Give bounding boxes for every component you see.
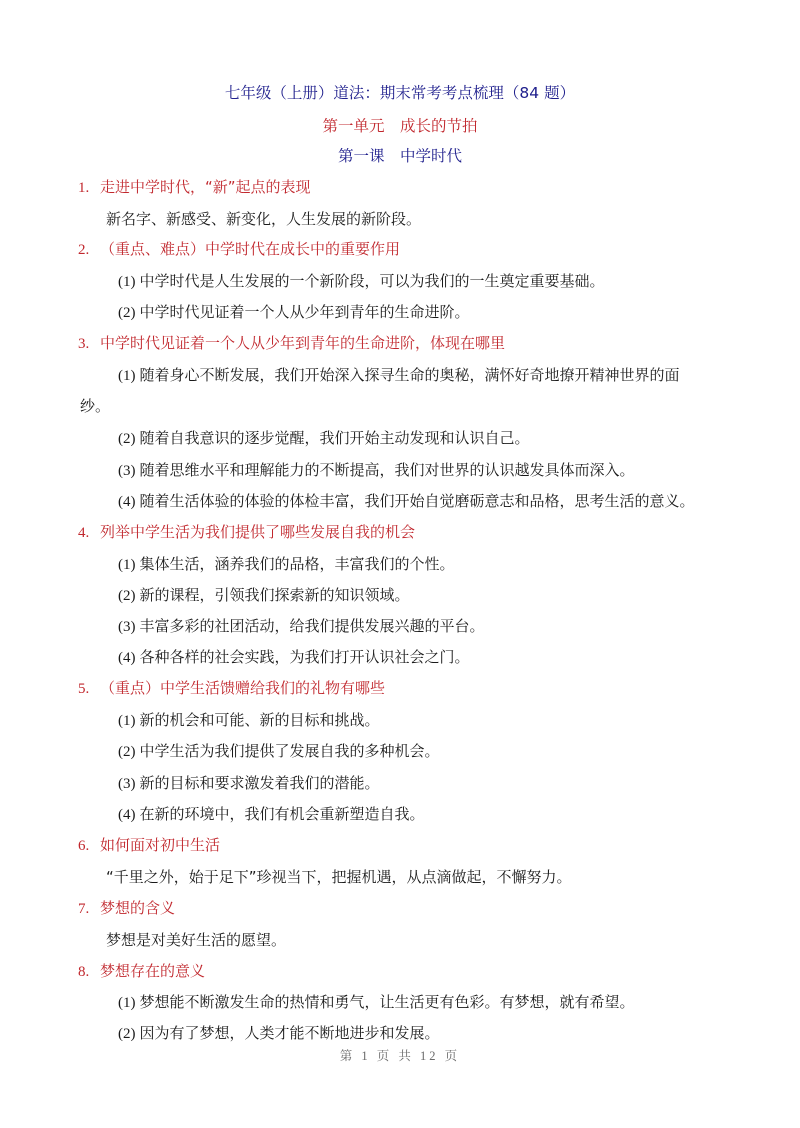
section-heading-text: （重点）中学生活馈赠给我们的礼物有哪些 <box>100 679 386 697</box>
item-text: 丰富多彩的社团活动，给我们提供发展兴趣的平台。 <box>139 617 485 635</box>
page-footer: 第 1 页 共 12 页 <box>339 1049 461 1063</box>
list-item <box>118 302 470 323</box>
item-text: 各种各样的社会实践，为我们打开认识社会之门。 <box>139 648 470 666</box>
list-item <box>118 491 695 512</box>
section-paragraph-1: 新名字、新感受、新变化，人生发展的新阶段。 <box>106 210 422 228</box>
list-item <box>118 271 605 292</box>
section-heading-text: 列举中学生活为我们提供了哪些发展自我的机会 <box>100 523 416 541</box>
section-heading-text: 梦想的含义 <box>100 899 176 917</box>
section-heading-7 <box>78 898 175 919</box>
item-index: (3) <box>118 776 136 792</box>
section-heading-text: 梦想存在的意义 <box>100 962 206 980</box>
item-index: (2) <box>118 744 136 760</box>
item-index: (3) <box>118 619 136 635</box>
item-index: (1) <box>118 713 136 729</box>
list-item <box>118 554 455 575</box>
section-number: 1. <box>78 180 90 196</box>
section-heading-4 <box>78 522 415 543</box>
section-paragraph-6: “千里之外，始于足下”珍视当下，把握机遇，从点滴做起，不懈努力。 <box>106 868 572 886</box>
item-index: (2) <box>118 588 136 604</box>
list-item <box>118 992 635 1013</box>
item-index: (1) <box>118 995 136 1011</box>
item-index: (4) <box>118 494 136 510</box>
document-title: 七年级（上册）道法：期末常考考点梳理（84 题） <box>224 84 576 102</box>
section-number: 6. <box>78 838 90 854</box>
item-text: 中学时代是人生发展的一个新阶段，可以为我们的一生奠定重要基础。 <box>139 272 605 290</box>
item-text: 随着自我意识的逐步觉醒，我们开始主动发现和认识自己。 <box>139 429 530 447</box>
section-heading-1 <box>78 177 311 198</box>
section-heading-6 <box>78 835 220 856</box>
section-heading-2 <box>78 239 400 260</box>
list-item <box>118 616 485 637</box>
section-heading-text: 走进中学时代，“新”起点的表现 <box>100 178 311 196</box>
list-item <box>118 585 410 606</box>
item-index: (1) <box>118 274 136 290</box>
lesson-title: 第一课 中学时代 <box>337 147 462 165</box>
item-text: 中学时代见证着一个人从少年到青年的生命进阶。 <box>139 303 470 321</box>
section-heading-5 <box>78 678 385 699</box>
section-number: 5. <box>78 681 90 697</box>
item-text: 新的机会和可能、新的目标和挑战。 <box>139 711 380 729</box>
item-continuation: 纱。 <box>80 397 111 415</box>
item-index: (2) <box>118 431 136 447</box>
item-text: 随着生活体验的体验的体检丰富，我们开始自觉磨砺意志和品格，思考生活的意义。 <box>139 492 695 510</box>
item-text: 梦想能不断激发生命的热情和勇气，让生活更有色彩。有梦想，就有希望。 <box>139 993 635 1011</box>
item-index: (1) <box>118 368 136 384</box>
item-text: 随着思维水平和理解能力的不断提高，我们对世界的认识越发具体而深入。 <box>139 461 635 479</box>
item-text: 新的目标和要求激发着我们的潜能。 <box>139 774 380 792</box>
item-text: 中学生活为我们提供了发展自我的多种机会。 <box>139 742 440 760</box>
section-heading-text: （重点、难点）中学时代在成长中的重要作用 <box>100 240 401 258</box>
section-heading-text: 如何面对初中生活 <box>100 836 221 854</box>
list-item <box>118 773 380 794</box>
section-heading-text: 中学时代见证着一个人从少年到青年的生命进阶，体现在哪里 <box>100 334 506 352</box>
section-number: 4. <box>78 525 90 541</box>
section-number: 8. <box>78 964 90 980</box>
list-item <box>118 804 425 825</box>
item-index: (2) <box>118 1026 136 1042</box>
section-number: 3. <box>78 336 90 352</box>
list-item <box>118 1023 440 1044</box>
section-heading-8 <box>78 961 205 982</box>
section-paragraph-7: 梦想是对美好生活的愿望。 <box>106 931 287 949</box>
item-index: (2) <box>118 305 136 321</box>
item-index: (1) <box>118 557 136 573</box>
list-item <box>118 741 440 762</box>
section-number: 2. <box>78 242 90 258</box>
list-item <box>118 428 530 449</box>
item-index: (4) <box>118 650 136 666</box>
item-text: 集体生活，涵养我们的品格，丰富我们的个性。 <box>139 555 455 573</box>
list-item <box>118 365 680 386</box>
item-text: 新的课程，引领我们探索新的知识领域。 <box>139 586 410 604</box>
list-item <box>118 647 470 668</box>
item-text: 随着身心不断发展，我们开始深入探寻生命的奥秘，满怀好奇地撩开精神世界的面 <box>139 366 680 384</box>
section-number: 7. <box>78 901 90 917</box>
item-index: (4) <box>118 807 136 823</box>
list-item <box>118 710 380 731</box>
item-text: 因为有了梦想，人类才能不断地进步和发展。 <box>139 1024 440 1042</box>
section-heading-3 <box>78 333 505 354</box>
unit-title: 第一单元 成长的节拍 <box>322 117 478 135</box>
list-item <box>118 460 635 481</box>
item-index: (3) <box>118 463 136 479</box>
item-text: 在新的环境中，我们有机会重新塑造自我。 <box>139 805 425 823</box>
